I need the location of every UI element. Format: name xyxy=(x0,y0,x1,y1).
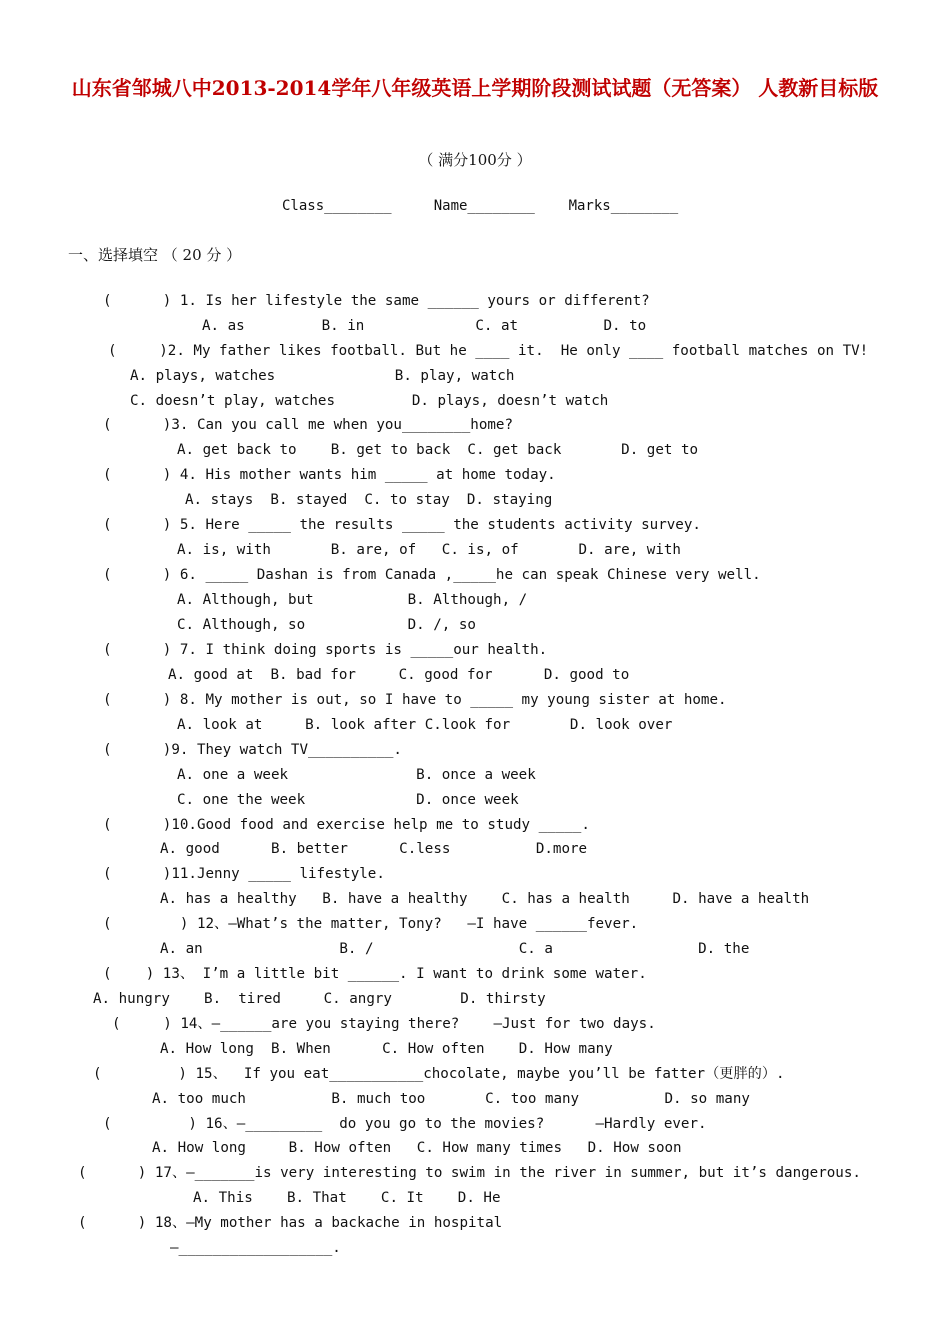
question-3-options: A. get back to B. get to back C. get back D. get to xyxy=(177,442,699,458)
question-18: ( ) 18、—My mother has a backache in hospital xyxy=(78,1215,503,1231)
question-10: ( )10.Good food and exercise help me to study _____. xyxy=(103,817,590,833)
question-5-options: A. is, with B. are, of C. is, of D. are, with xyxy=(177,542,681,558)
question-11: ( )11.Jenny _____ lifestyle. xyxy=(103,866,385,882)
full-score-note: （ 满分100分 ） xyxy=(418,151,532,169)
question-4: ( ) 4. His mother wants him _____ at home today. xyxy=(103,467,556,483)
question-15-options: A. too much B. much too C. too many D. so many xyxy=(152,1091,750,1107)
question-3: ( )3. Can you call me when you________home? xyxy=(103,417,513,433)
question-6-options-c-d: C. Although, so D. /, so xyxy=(177,617,476,633)
question-15: ( ) 15、 If you eat___________chocolate, maybe you’ll be fatter（更胖的）. xyxy=(93,1066,785,1082)
question-12-options: A. an B. / C. a D. the xyxy=(160,941,750,957)
question-2-options-c-d: C. doesn’t play, watches D. plays, doesn’t watch xyxy=(130,393,609,409)
question-13-options: A. hungry B. tired C. angry D. thirsty xyxy=(93,991,546,1007)
question-4-options: A. stays B. stayed C. to stay D. staying xyxy=(185,492,553,508)
question-14-options: A. How long B. When C. How often D. How many xyxy=(160,1041,613,1057)
question-14: ( ) 14、—______are you staying there? —Just for two days. xyxy=(112,1016,656,1032)
question-5: ( ) 5. Here _____ the results _____ the students activity survey. xyxy=(103,517,701,533)
question-11-options: A. has a healthy B. have a healthy C. has a health D. have a health xyxy=(160,891,810,907)
question-1-options: A. as B. in C. at D. to xyxy=(202,318,647,334)
question-1: ( ) 1. Is her lifestyle the same ______ yours or different? xyxy=(103,293,650,309)
question-16-options: A. How long B. How often C. How many times D. How soon xyxy=(152,1140,682,1156)
question-2-options-a-b: A. plays, watches B. play, watch xyxy=(130,368,515,384)
section-title: 一、选择填空 （ 20 分 ） xyxy=(68,246,242,264)
question-7-options: A. good at B. bad for C. good for D. good to xyxy=(168,667,630,683)
question-12: ( ) 12、—What’s the matter, Tony? —I have ______fever. xyxy=(103,916,639,932)
question-6-options-a-b: A. Although, but B. Although, / xyxy=(177,592,528,608)
question-9-options-a-b: A. one a week B. once a week xyxy=(177,767,536,783)
question-8-options: A. look at B. look after C.look for D. look over xyxy=(177,717,673,733)
question-17: ( ) 17、—_______is very interesting to swim in the river in summer, but it’s dangerous. xyxy=(78,1165,861,1181)
question-2: ( )2. My father likes football. But he ____ it. He only ____ football matches on TV! xyxy=(108,343,869,359)
question-9-options-c-d: C. one the week D. once week xyxy=(177,792,519,808)
question-10-options: A. good B. better C.less D.more xyxy=(160,841,588,857)
question-16: ( ) 16、—_________ do you go to the movies? —Hardly ever. xyxy=(103,1116,707,1132)
question-18-answer-line: —__________________. xyxy=(170,1240,341,1256)
page-title: 山东省邹城八中2013-2014学年八年级英语上学期阶段测试试题（无答案） 人教新目标版 xyxy=(71,76,879,100)
question-13: ( ) 13、 I’m a little bit ______. I want to drink some water. xyxy=(103,966,647,982)
question-8: ( ) 8. My mother is out, so I have to _____ my young sister at home. xyxy=(103,692,727,708)
question-7: ( ) 7. I think doing sports is _____our health. xyxy=(103,642,548,658)
question-17-options: A. This B. That C. It D. He xyxy=(193,1190,501,1206)
student-info-line: Class________ Name________ Marks________ xyxy=(282,198,679,214)
question-6: ( ) 6. _____ Dashan is from Canada ,_____he can speak Chinese very well. xyxy=(103,567,761,583)
question-9: ( )9. They watch TV__________. xyxy=(103,742,402,758)
